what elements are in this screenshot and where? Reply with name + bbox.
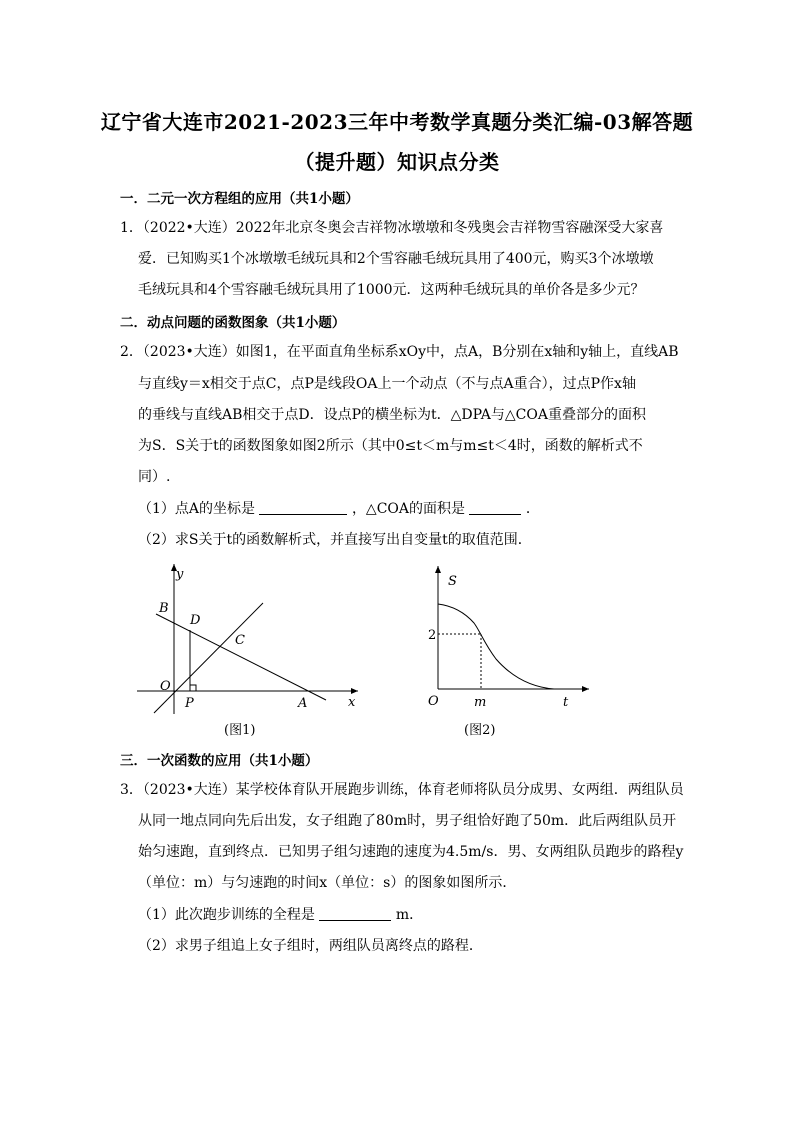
fig1-label-o: O	[160, 679, 171, 694]
q2-sub1-text-a: （1）点A的坐标是	[138, 501, 256, 517]
q3-line-1: 3．（2023•大连）某学校体育队开展跑步训练，体育老师将队员分成男、女两组．两组队员	[120, 782, 684, 798]
document-title-line1: 辽宁省大连市2021-2023三年中考数学真题分类汇编-03解答题	[100, 110, 694, 134]
q2-line-3: 的垂线与直线AB相交于点D．设点P的横坐标为t．△DPA与△COA重叠部分的面积	[138, 407, 646, 423]
q3-line-3: 始匀速跑，直到终点．已知男子组匀速跑的速度为4.5m/s．男、女两组队员跑步的路程y	[138, 844, 684, 860]
q3-line-2: 从同一地点同向先后出发，女子组跑了80m时，男子组恰好跑了50m．此后两组队员开	[138, 813, 677, 829]
answer-blank-total-distance[interactable]	[319, 906, 391, 921]
q2-line-1: 2．（2023•大连）如图1，在平面直角坐标系xOy中，点A，B分别在x轴和y轴上，直线AB	[120, 344, 679, 360]
fig1-line-ab	[156, 614, 326, 700]
fig1-label-c: C	[235, 633, 245, 648]
fig2-label-two: 2	[428, 628, 437, 643]
q3-subquestion-2: （2）求男子组追上女子组时，两组队员离终点的路程．	[138, 938, 483, 954]
fig2-s-arrow-icon	[435, 566, 441, 573]
q2-subquestion-2: （2）求S关于t的函数解析式，并直接写出自变量t的取值范围．	[138, 532, 532, 548]
fig1-right-angle-mark	[190, 685, 196, 691]
q3-sub1-text-a: （1）此次跑步训练的全程是	[138, 907, 315, 923]
q1-line-1: 1．（2022•大连）2022年北京冬奥会吉祥物冰墩墩和冬残奥会吉祥物雪容融深受大家喜	[120, 220, 664, 236]
q2-line-4: 为S．S关于t的函数图象如图2所示（其中0≤t＜m与m≤t＜4时，函数的解析式不	[138, 438, 643, 454]
fig2-label-o: O	[428, 694, 439, 709]
fig2-caption: (图2)	[464, 723, 496, 738]
fig1-label-b: B	[159, 601, 169, 616]
fig1-line-y-equals-x	[154, 603, 263, 713]
fig2-t-arrow-icon	[582, 686, 589, 692]
fig2-s-curve	[438, 604, 554, 689]
fig1-x-arrow-icon	[351, 688, 358, 694]
fig1-label-x: x	[348, 695, 356, 710]
section-heading-3: 三．一次函数的应用（共1小题）	[120, 753, 319, 769]
fig1-label-y: y	[176, 567, 184, 582]
section-heading-2: 二．动点问题的函数图象（共1小题）	[120, 315, 346, 331]
answer-blank-a-coordinate[interactable]	[259, 500, 347, 515]
document-title-line2: （提升题）知识点分类	[294, 150, 500, 174]
fig2-label-s: S	[448, 574, 457, 589]
figure-2-graph	[424, 563, 594, 713]
q2-line-5: 同）.	[138, 469, 171, 485]
q1-line-2: 爱．已知购买1个冰墩墩毛绒玩具和2个雪容融毛绒玩具用了400元，购买3个冰墩墩	[138, 251, 654, 267]
q3-sub1-text-b: m．	[395, 907, 424, 923]
fig2-label-t: t	[563, 695, 569, 710]
q2-subquestion-1	[138, 498, 540, 518]
q2-line-2: 与直线y＝x相交于点C，点P是线段OA上一个动点（不与点A重合），过点P作x轴	[138, 376, 636, 392]
section-heading-1: 一．二元一次方程组的应用（共1小题）	[120, 191, 359, 207]
fig2-label-m: m	[474, 695, 487, 710]
q3-line-4: （单位：m）与匀速跑的时间x（单位：s）的图象如图所示．	[138, 875, 517, 891]
fig1-caption: (图1)	[224, 723, 256, 738]
fig1-label-a: A	[298, 696, 308, 711]
fig1-label-p: P	[185, 696, 194, 711]
answer-blank-coa-area[interactable]	[469, 500, 521, 515]
q2-sub1-text-c: ．	[525, 501, 540, 517]
q3-subquestion-1	[138, 904, 423, 924]
figure-1-diagram	[130, 556, 370, 716]
fig1-label-d: D	[190, 613, 201, 628]
q2-sub1-text-b: ，△COA的面积是	[351, 501, 466, 517]
q1-line-3: 毛绒玩具和4个雪容融毛绒玩具用了1000元．这两种毛绒玩具的单价各是多少元？	[138, 282, 645, 298]
